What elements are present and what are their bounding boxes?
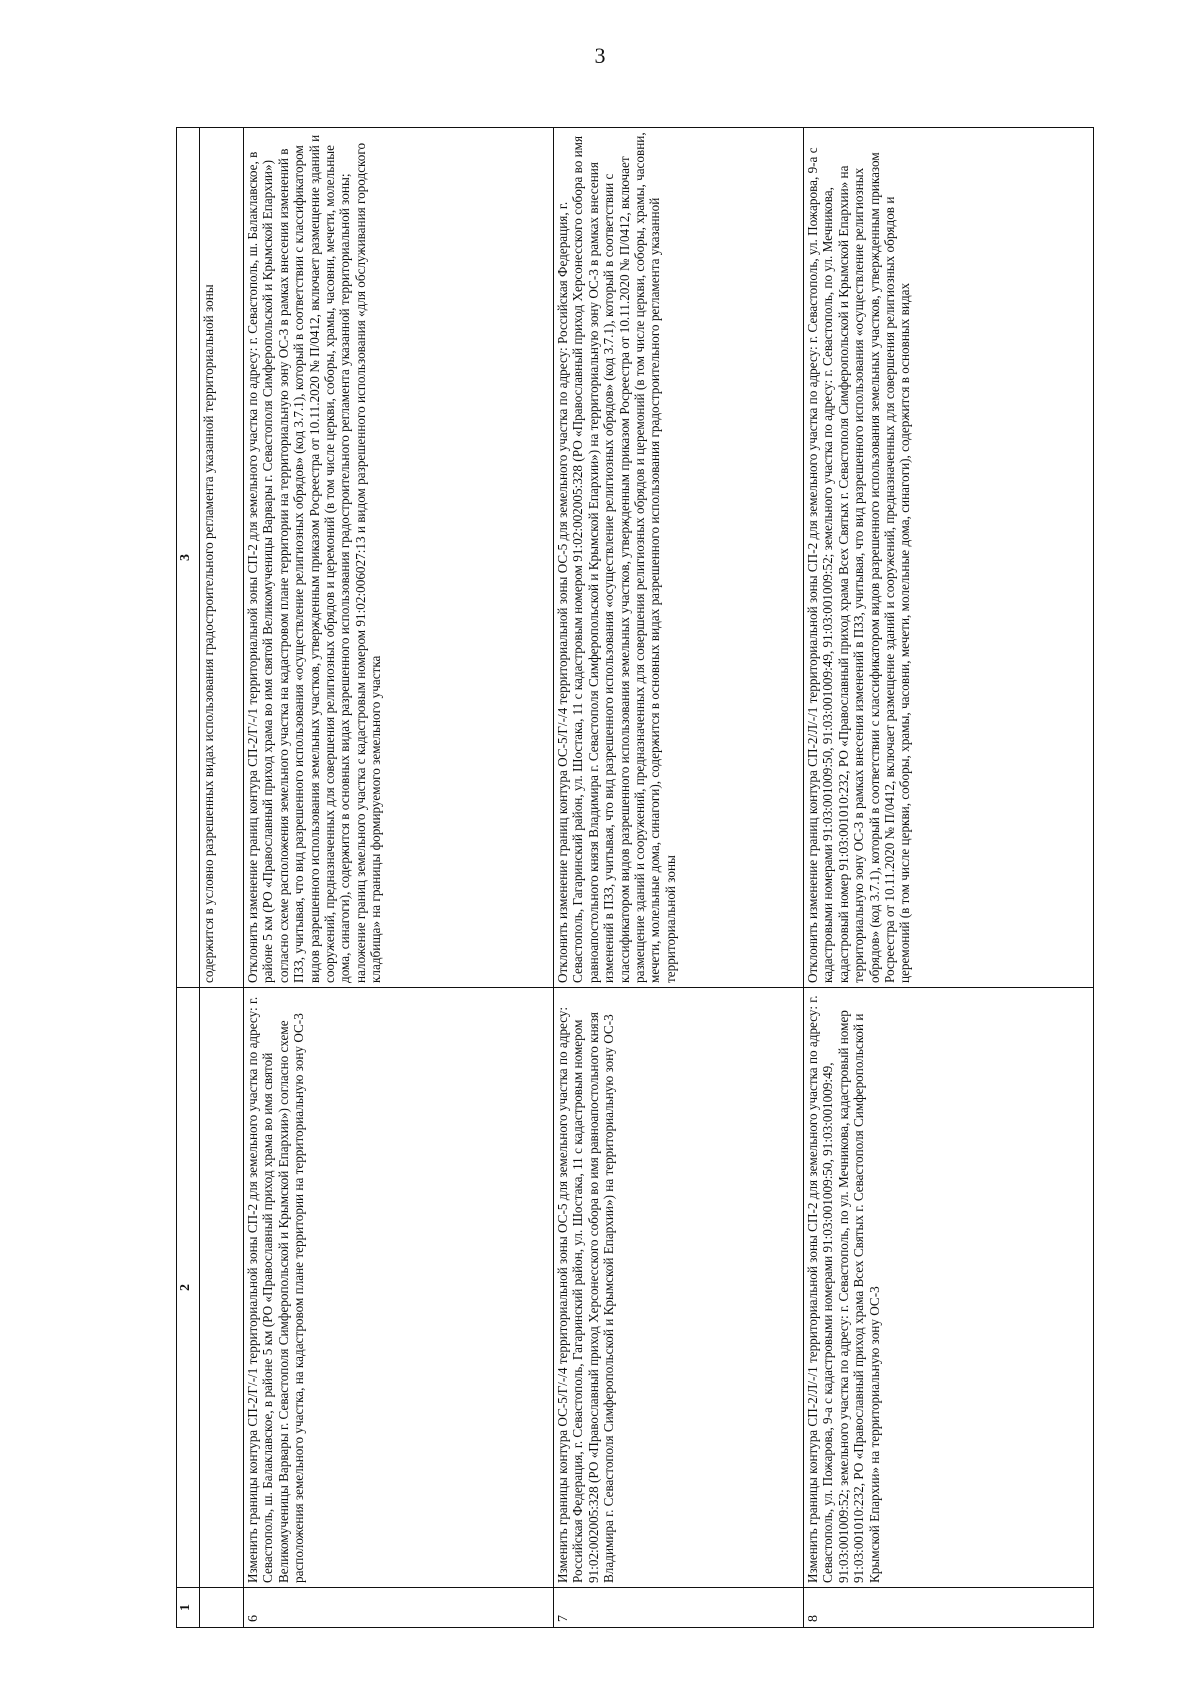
- rotated-table-sheet: [176, 128, 1096, 1628]
- row-decision: Отклонить изменение границ контура СП-2/Л/-/1 территориальной зоны СП-2 для земельного участка по адресу: г. Севастополь, ул. Пожарова, 9-а с кадастровыми номерами 91:03:001009:50, 91:03:001009:49, 91:03:001009:52; земельного участка по адресу: г. Севастополь, по ул. Мечникова, кадастровый номер 91:03:001010:232, РО «Православный приход храма Всех Святых г. Севастополя Симферопольской и Крымской Епархии» на территориальную зону ОС-3 в рамках внесения изменений в ПЗЗ, учитывая, что вид разрешенного использования «осуществление религиозных обрядов» (код 3.7.1), который в соответствии с классификатором видов разрешенного использования земельных участков, утвержденным приказом Росреестра от 10.11.2020 № П/0412, включает размещение зданий и сооружений, предназначенных для совершения религиозных обрядов и церемоний (в том числе церкви, соборы, храмы, часовни, мечети, молельные дома, синагоги), содержится в основных видах: [804, 128, 1094, 988]
- header-col-1: 1: [177, 1588, 200, 1628]
- row-proposal: Изменить границы контура СП-2/Л/-/1 территориальной зоны СП-2 для земельного участка по адресу: г. Севастополь, ул. Пожарова, 9-а с кадастровыми номерами 91:03:001009:50, 91:03:001009:49, 91:03:001009:52; земельного участка по адресу: г. Севастополь, по ул. Мечникова, кадастровый номер 91:03:001010:232, РО «Православный приход храма Всех Святых г. Севастополя Симферопольской и Крымской Епархии» на территориальную зону ОС-3: [804, 988, 1094, 1588]
- table-row: [244, 128, 554, 1628]
- page-number: 3: [594, 43, 606, 68]
- row-decision: Отклонить изменение границ контура ОС-5/Г/-/4 территориальной зоны ОС-5 для земельного участка по адресу: Российская Федерация, г. Севастополь, Гагаринский район, ул. Шостака, 11 с кадастровым номером 91:02:002005:328 (РО «Православный приход Херсонесского собора во имя равноапостольного князя Владимира г. Севастополя Симферопольской и Крымской Епархии») на территориальную зону ОС-3 в рамках внесения изменений в ПЗЗ, учитывая, что вид разрешенного использования «осуществление религиозных обрядов» (код 3.7.1), который в соответствии с классификатором видов разрешенного использования земельных участков, утвержденным приказом Росреестра от 10.11.2020 № П/0412, включает размещение зданий и сооружений, предназначенных для совершения религиозных обрядов и церемоний (в том числе церкви, соборы, храмы, часовни, мечети, молельные дома, синагоги), содержится в основных видах разрешенного использования градостроительного регламента указанной территориальной зоны: [554, 128, 804, 988]
- row-decision: Отклонить изменение границ контура СП-2/Г/-/1 территориальной зоны СП-2 для земельного участка по адресу: г. Севастополь, ш. Балаклавское, в районе 5 км (РО «Православный приход храма во имя святой Великомученицы Варвары г. Севастополя Симферопольской и Крымской Епархии») согласно схеме расположения земельного участка на кадастровом плане территории на территориальную зону ОС-3 в рамках внесения изменений в ПЗЗ, учитывая, что вид разрешенного использования «осуществление религиозных обрядов» (код 3.7.1), который в соответствии с классификатором видов разрешенного использования земельных участков, утвержденным приказом Росреестра от 10.11.2020 № П/0412, включает размещение зданий и сооружений, предназначенных для совершения религиозных обрядов и церемоний (в том числе церкви, соборы, храмы, часовни, мечети, молельные дома, синагоги), содержится в основных видах разрешенного использования градостроительного регламента указанной территориальной зоны; наложение границ земельного участка с кадастровым номером 91:02:006027:13 и видом разрешенного использования «для обслуживания городского кладбища» на границы формируемого земельного участка: [244, 128, 554, 988]
- header-col-2: 2: [177, 988, 200, 1588]
- row-number: 7: [554, 1588, 804, 1628]
- row-proposal: Изменить границы контура ОС-5/Г/-/4 территориальной зоны ОС-5 для земельного участка по адресу: Российская Федерация, г. Севастополь, Гагаринский район, ул. Шостака, 11 с кадастровым номером 91:02:002005:328 (РО «Православный приход Херсонесского собора во имя равноапостольного князя Владимира г. Севастополя Симферопольской и Крымской Епархии») на территориальную зону ОС-3: [554, 988, 804, 1588]
- table-row: [554, 128, 804, 1628]
- decisions-table: [176, 127, 1094, 1628]
- row-proposal: Изменить границы контура СП-2/Г/-/1 территориальной зоны СП-2 для земельного участка по адресу: г. Севастополь, ш. Балаклавское, в районе 5 км (РО «Православный приход храма во имя святой Великомученицы Варвары г. Севастополя Симферопольской и Крымской Епархии») согласно схеме расположения земельного участка, на кадастровом плане территории на территориальную зону ОС-3: [244, 988, 554, 1588]
- continuation-proposal: [200, 988, 244, 1588]
- table-row: [804, 128, 1094, 1628]
- continuation-row: [200, 128, 244, 1628]
- row-number: 6: [244, 1588, 554, 1628]
- continuation-num: [200, 1588, 244, 1628]
- header-col-3: 3: [177, 128, 200, 988]
- continuation-decision: содержится в условно разрешенных видах использования градостроительного регламента указанной территориальной зоны: [200, 128, 244, 988]
- row-number: 8: [804, 1588, 1094, 1628]
- header-row: [177, 128, 200, 1628]
